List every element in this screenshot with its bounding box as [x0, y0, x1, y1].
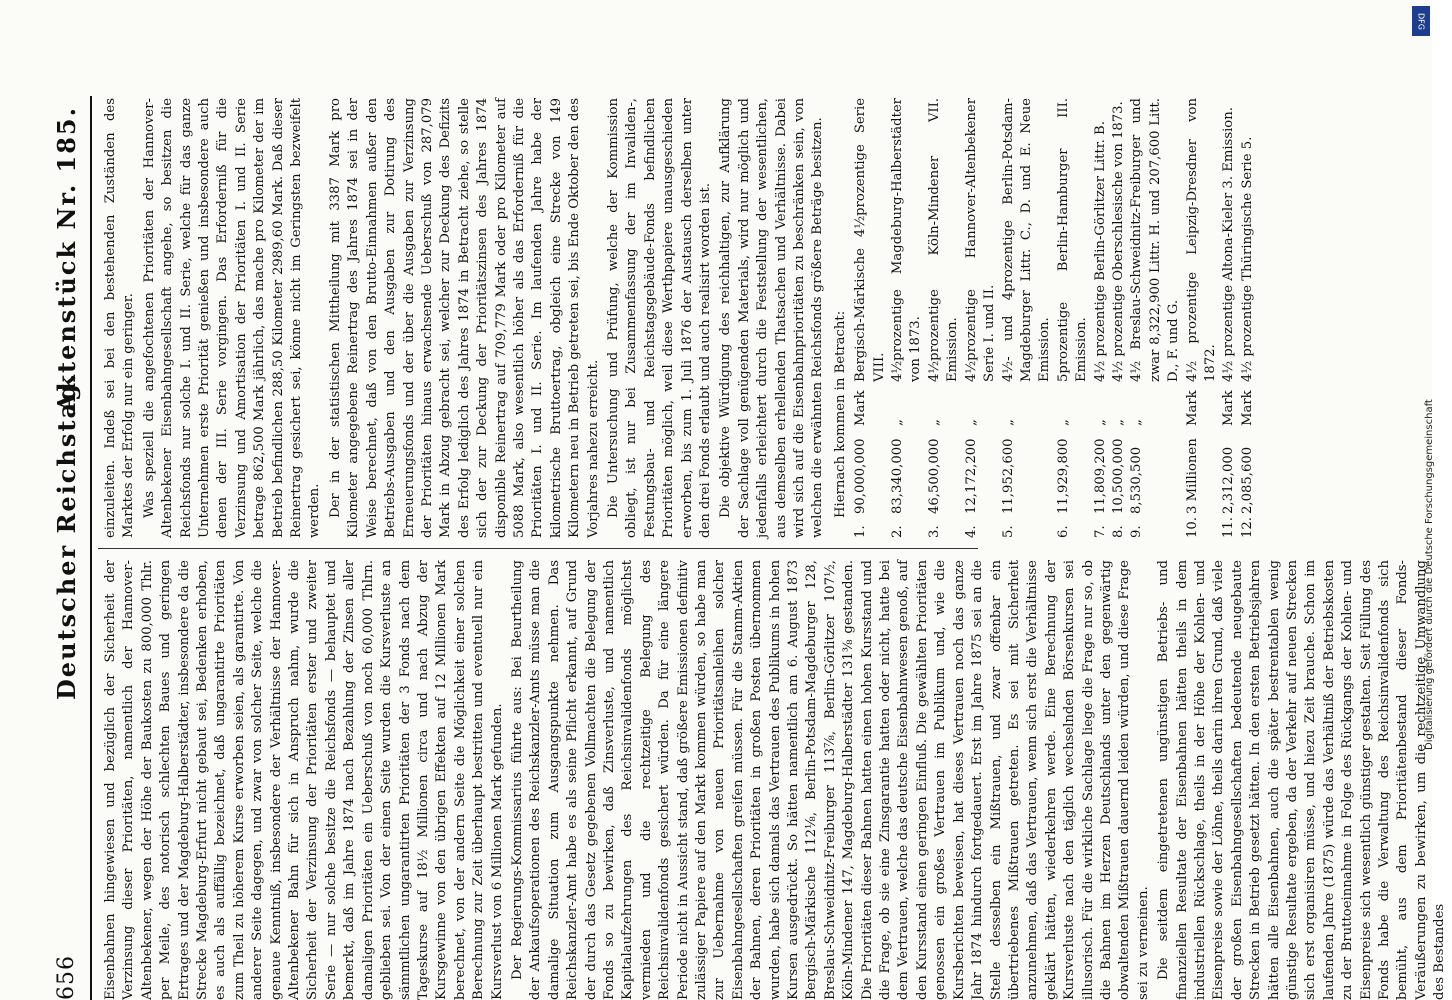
list-item-description: 4½ prozentige Thüringische Serie 5.: [1239, 136, 1255, 382]
list-item-unit: Mark: [1184, 390, 1200, 426]
list-item-amount: 10,500,000: [1110, 438, 1126, 514]
digitization-credit: [1412, 10, 1435, 750]
list-item-amount: 11,809,200: [1092, 438, 1108, 514]
list-item: [1220, 98, 1238, 538]
list-item-number: 3.: [926, 525, 942, 538]
credit-text: Digitalisierung gefördert durch die Deutsche Forschungsgemeinschaft: [1424, 399, 1435, 750]
list-item-amount: 11,929,800: [1055, 438, 1071, 514]
dfg-logo-icon: DFG: [1412, 6, 1430, 36]
paragraph: Was speziell die angefochtenen Prioritäten der Hannover-Altenbekener Eisenbahngesellschaft angehe, so besitzen die Reichsfonds nur solche I. und II. Serie, welche für das ganze Unternehmen erste Priorität genießen und insbesondere auch denen der III. Serie vorgingen. Das Erforderniß für die Verzinsung und Amortisation der Prioritäten I. und II. Serie betrage 862,500 Mark jährlich, das mache pro Kilometer der im Betrieb befindlichen 288,50 Kilometer 2989,60 Mark. Daß dieser Reinertrag gesichert sei, könne nicht im Geringsten bezweifelt werden.: [141, 98, 323, 538]
list-item-description: 4½ Breslau-Schweidnitz-Freiburger und zwar 8,322,900 Littr. H. und 207,600 Litt. D., F. und G.: [1129, 98, 1182, 382]
list-item-number: 8.: [1110, 525, 1126, 538]
list-item-amount: 2,312,000: [1221, 446, 1237, 514]
list-item-number: 7.: [1092, 525, 1108, 538]
list-item-number: 2.: [890, 525, 906, 538]
list-item-number: 11.: [1221, 517, 1237, 538]
list-item: [889, 98, 926, 538]
list-item-amount: 3 Millionen: [1184, 438, 1200, 514]
left-column: [102, 560, 1452, 1000]
list-item-amount: 83,340,000: [890, 438, 906, 514]
list-item-number: 10.: [1184, 517, 1200, 538]
list-item-description: 4½ prozentige Oberschlesische von 1873.: [1110, 101, 1126, 382]
list-item: [926, 98, 963, 538]
paragraph: Die seitdem eingetretenen ungünstigen Betriebs- und finanziellen Resultate der Eisenbahnen hätten theils in dem industriellen Rückschlage, theils in der Höhe der Kohlen- und Eisenpreise sowie der Löhne, theils darin ihren Grund, daß viele der großen Eisenbahngesellschaften bedeutende neugebaute Strecken in Betrieb gesetzt hätten. In den ersten Betriebsjahren hätten alle Eisenbahnen, auch die später bestrentablen wenig günstige Resultate ergeben, da der Verkehr auf neuen Strecken sich erst organisiren müsse, und hiezu Zeit brauche. Schon im laufenden Jahre (1875) würde das Verhältniß der Betriebskosten zu der Bruttoeinnahme in Folge des Rückgangs der Kohlen- und Eisenpreise sich wesentlich günstiger gestalten. Seit Füllung des Fonds habe die Verwaltung des Reichsinvalidenfonds sich bemüht, aus dem Prioritätenbestand dieser Fonds-Veräußerungen zu bewirken, um die rechtzeitige Umwandlung des Bestandes: [1156, 560, 1448, 1000]
list-item-amount: 2,085,600: [1239, 446, 1255, 514]
list-item-number: 6.: [1055, 525, 1071, 538]
list-item-unit: Mark: [1239, 390, 1255, 426]
list-item-unit: Mark: [853, 390, 869, 426]
document-number: Aktenstück Nr. 185.: [52, 106, 81, 413]
list-item-number: 9.: [1129, 525, 1145, 538]
paragraph: Der in der statistischen Mittheilung mit 3387 Mark pro Kilometer angegebene Reinertrag des Jahres 1874 sei in der Weise berechnet, daß von den Brutto-Einnahmen außer den Betriebs-Ausgaben und den Ausgaben zur Dotirung des Erneuerungsfonds und der über die Ausgaben zur Verzinsung der Prioritäten hinaus erwachsende Ueberschuß von 287,079 Mark in Abzug gebracht sei, welcher zur Deckung des Defizits des Erfolg lediglich des Jahres 1874 in Betracht ziehe, so stelle sich der zur Deckung der Prioritätszinsen des Jahres 1874 disponible Reinertrag auf 709,779 Mark oder pro Kilometer auf 5088 Mark, also wesentlich höher als das Erforderniß für die Prioritäten I. und II. Serie. Im laufenden Jahre habe der kilometrische Bruttoertrag, obgleich eine Strecke von 149 Kilometern neu in Betrieb getreten sei, bis Ende Oktober den des Vorjahres nahezu erreicht.: [327, 98, 601, 538]
list-item-number: 4.: [963, 525, 979, 538]
list-item-description: 4½- und 4prozentige Berlin-Potsdam-Magdeburger Littr. C., D. und E. Neue Emission.: [1000, 98, 1053, 382]
list-item: [1055, 98, 1092, 538]
list-item-number: 12.: [1239, 517, 1255, 538]
paragraph: Der Regierungs-Kommissarius führte aus: Bei Beurtheilung der Ankaufsoperationen des Reichskanzler-Amts müsse man die damalige Situation zum Ausgangspunkte nehmen. Das Reichskanzler-Amt habe es als seine Pflicht erkannt, auf Grund der durch das Gesetz gegebenen Vollmachten die Belegung der Fonds so zu bewirken, daß Zinsverluste, und namentlich Kapitalaufzehrungen des Reichsinvalidenfonds möglichst vermieden und die rechtzeitige Belegung des Reichsinvalidenfonds gesichert würden. Da für eine längere Periode nicht in Aussicht stand, daß größere Emissionen definitiv zulässiger Papiere auf den Markt kommen würden, so habe man zur Uebernahme von neuen Prioritätsanleihen solcher Eisenbahngesellschaften greifen müssen. Für die Stamm-Aktien der Bahnen, deren Prioritäten in großen Posten übernommen wurden, habe sich damals das Vertrauen des Publikums in hohen Kursen ausgedrückt. So hätten namentlich am 6. August 1873 Bergisch-Märkische 112⅛, Berlin-Potsdam-Magdeburger 128, Breslau-Schweidnitz-Freiburger 113⅞, Berlin-Görlitzer 107½, Köln-Mindener 147, Magdeburg-Halberstädter 131⅜ gestanden. Die Prioritäten dieser Bahnen hatten einen hohen Kursstand und die Frage, ob sie eine Zinsgarantie hatten oder nicht, hatte bei dem Vertrauen, welche das deutsche Eisenbahnwesen genoß, auf den Kursstand einen geringen Einfluß. Die gewählten Prioritäten genossen ein großes Vertrauen im Publikum und, wie die Kursberichten beweisen, hat dieses Vertrauen noch das ganze Jahr 1874 hindurch fortgedauert. Erst im Jahre 1875 sei an die Stelle desselben ein Mißtrauen, und zwar offenbar ein übertriebenes Mißtrauen getreten. Es sei mit Sicherheit anzunehmen, daß das Vertrauen, wenn sich erst die Verhältnisse geklärt hätten, wiederkehren werde. Eine Berechnung der Kursverluste nach den täglich wechselnden Börsenkursen sei illusorisch. Für die wirkliche Sachlage liege die Frage nur so, ob die Bahnen im Herzen Deutschlands unter den gegenwärtig obwaltenden Mißtrauen dauernd leiden würden, und diese Frage sei zu verneinen.: [509, 560, 1151, 1000]
priorities-list: [852, 98, 1257, 538]
list-item-unit: „: [926, 419, 942, 426]
list-item-description: 4½ prozentige Berlin-Görlitzer Littr. B.: [1092, 121, 1108, 382]
list-item-unit: „: [890, 419, 906, 426]
list-item-amount: 11,952,600: [1000, 438, 1016, 514]
list-item-description: 4½prozentige Köln-Mindener VII. Emission.: [926, 98, 961, 382]
list-item-description: 4½ prozentige Altona-Kieler 3. Emission.: [1221, 107, 1237, 382]
list-item-unit: „: [1110, 419, 1126, 426]
paragraph: Die Untersuchung und Prüfung, welche der Kommission obliegt, ist nur bei Zusammenfassung der im Invaliden-, Festungsbau- und Reichstagsgebäude-Fonds befindlichen Prioritäten möglich, weil diese Werthpapiere unausgeschieden erworben, bis zum 1. Juli 1876 der Austausch derselben unter den drei Fonds erlaubt und auch realisirt worden ist.: [605, 98, 713, 538]
page-header: [48, 96, 88, 1000]
list-item-description: Bergisch-Märkische 4½prozentige Serie VIII.: [853, 98, 887, 382]
list-item-description: 4½ prozentige Leipzig-Dresdner von 1872.: [1184, 98, 1218, 382]
list-item-amount: 8,530,500: [1129, 446, 1145, 514]
paragraph: Die objektive Würdigung des reichhaltigen, zur Aufklärung der Sachlage voll genügenden Materials, wird nur möglich und jedenfalls erleichtert durch die Feststellung der wesentlichen, aus demselben erhellenden Thatsachen und Verhältnisse. Dabei wird sich auf die Eisenbahnprioritäten zu beschränken sein, von welchen die erwähnten Reichsfonds größere Beträge besitzen.: [718, 98, 826, 538]
list-item: [1184, 98, 1221, 538]
right-column: [102, 98, 1257, 538]
list-item-unit: „: [1055, 419, 1071, 426]
paragraph: Eisenbahnen hingewiesen und bezüglich der Sicherheit der Verzinsung dieser Prioritäten, namentlich der Hannover-Altenbekener, wegen der Höhe der Baukosten zu 800,000 Thlr. per Meile, des notorisch schlechten Baues und geringen Ertrages und der Magdeburg-Halberstädter, insbesondere da die Strecke Magdeburg-Erfurt nicht gebaut sei, Bedenken erhoben, es auch als auffällig bezeichnet, daß ungarantirte Prioritäten zum Theil zu höherem Kurse erworben seien, als garantirte. Von anderer Seite dagegen, und zwar von solcher Seite, welche die genaue Kenntniß, insbesondere der Verhältnisse der Hannover-Altenbekener Bahn für sich in Anspruch nahm, wurde die Sicherheit der Verzinsung der Prioritäten erster und zweiter Serie — nur solche besitze die Reichsfonds — behauptet und bemerkt, daß im Jahre 1874 nach Bezahlung der Zinsen aller damaligen Prioritäten ein Ueberschuß von noch 60,000 Thlrn. geblieben sei. Von der einen Seite wurden die Kursverluste an sämmtlichen ungarantirten Prioritäten der 3 Fonds nach dem Tageskurse auf 18½ Millionen circa und nach Abzug der Kursgewinne von den übrigen Effekten auf 12 Millionen Mark berechnet, von der andern Seite die Möglichkeit einer solchen Berechnung zur Zeit überhaupt bestritten und eventuell nur ein Kursverlust von 6 Millionen Mark gefunden.: [103, 560, 505, 1000]
list-item-amount: 12,172,200: [963, 438, 979, 514]
list-item-unit: Mark: [1221, 390, 1237, 426]
page-number: 656: [54, 955, 79, 1000]
list-item-description: 5prozentige Berlin-Hamburger III. Emission.: [1055, 98, 1090, 382]
running-title: Deutscher Reichstag.: [52, 371, 81, 700]
list-item: [963, 98, 1000, 538]
list-item-number: 1.: [853, 525, 869, 538]
list-item: [1239, 98, 1257, 538]
list-item-amount: 90,000,000: [853, 438, 869, 514]
list-item: [852, 98, 889, 538]
list-item: [1128, 98, 1183, 538]
list-item: [1092, 98, 1110, 538]
list-item-amount: 46,500,000: [926, 438, 942, 514]
list-item: [1000, 98, 1055, 538]
column-divider: [98, 548, 978, 549]
list-item-unit: „: [1092, 419, 1108, 426]
header-rule: [90, 96, 92, 1000]
list-intro: Hiernach kommen in Betracht:: [832, 310, 848, 518]
list-item-description: 4½prozentige Hannover-Altenbekener Serie I. und II.: [963, 98, 998, 382]
list-item-number: 5.: [1000, 525, 1016, 538]
list-item-unit: „: [1000, 419, 1016, 426]
list-item-unit: „: [963, 419, 979, 426]
list-item: [1110, 98, 1128, 538]
paragraph: einzuleiten. Indeß sei bei den bestehenden Zuständen des Marktes der Erfolg nur ein geringer.: [103, 98, 137, 538]
list-item-description: 4½prozentige Magdeburg-Halberstädter von 1873.: [890, 98, 924, 382]
list-item-unit: „: [1129, 419, 1145, 426]
